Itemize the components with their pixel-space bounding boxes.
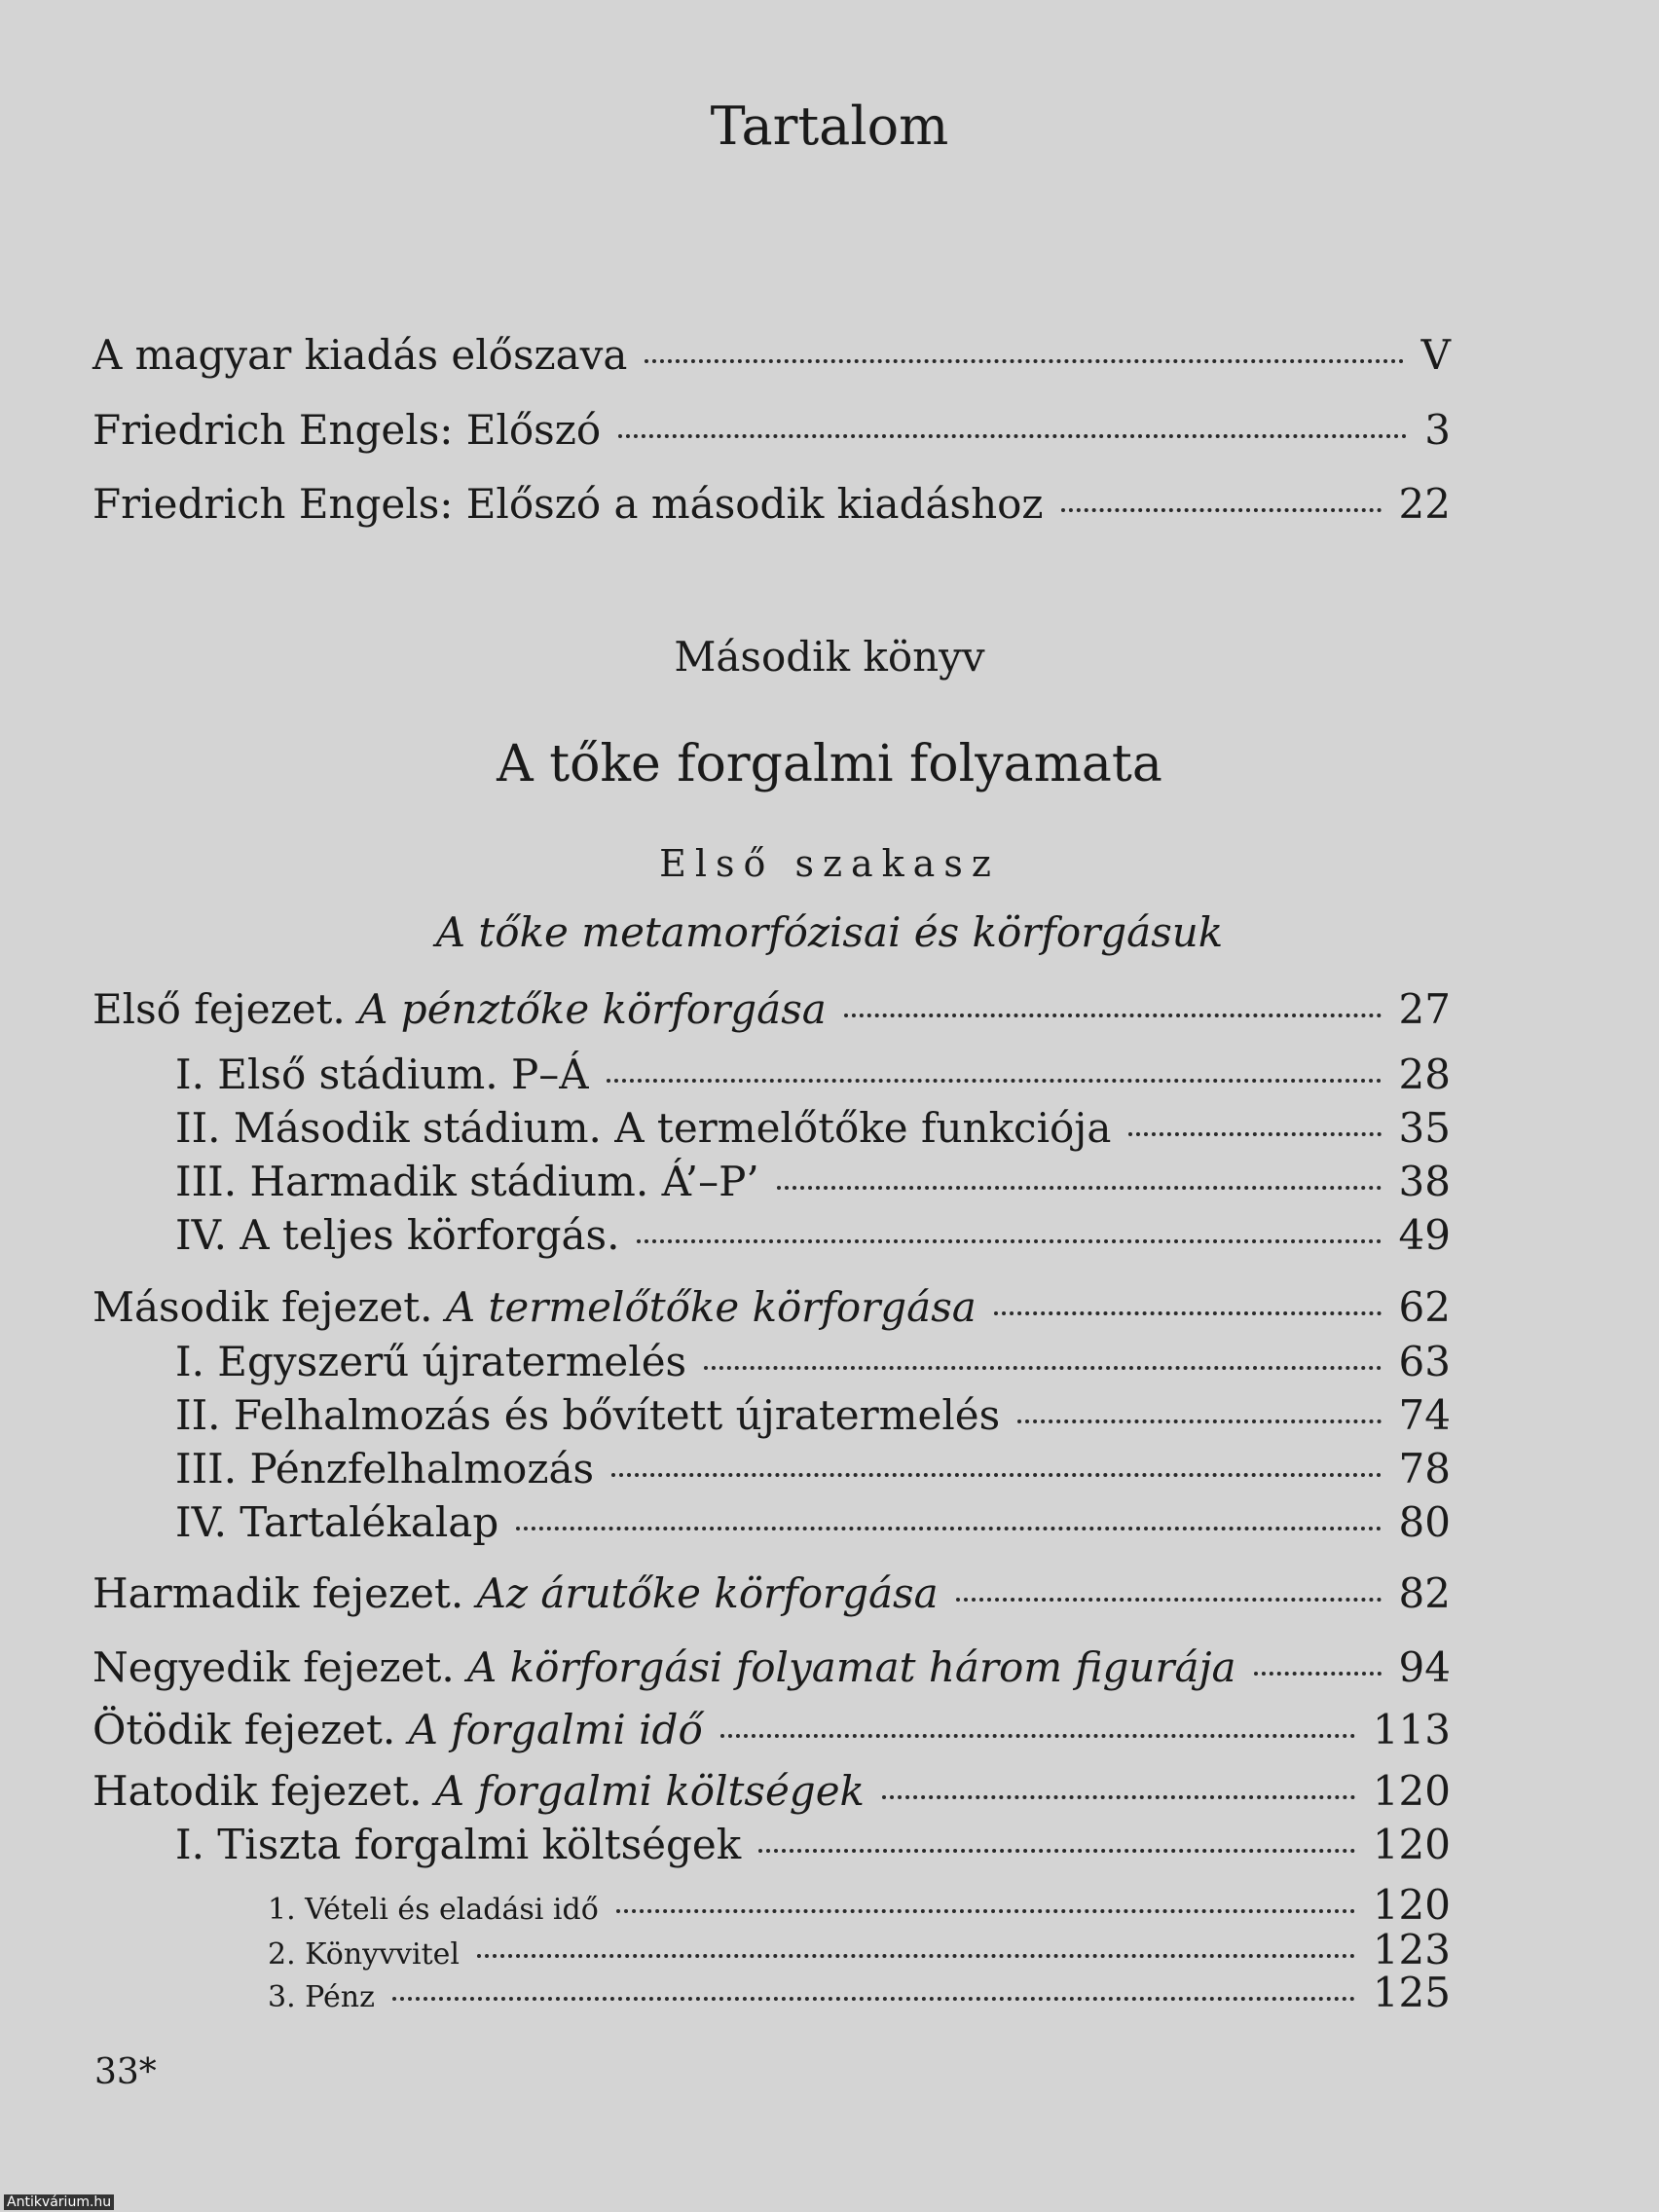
toc-entry-chapter bbox=[92, 1706, 1451, 1753]
toc-page-number: 120 bbox=[1372, 1767, 1451, 1815]
toc-page-number: 62 bbox=[1398, 1283, 1451, 1331]
leader-dots bbox=[637, 1239, 1381, 1243]
toc-entry-label: Második fejezet. A termelőtőke körforgása bbox=[92, 1283, 977, 1331]
toc-page-number: V bbox=[1420, 331, 1451, 379]
leader-dots bbox=[1061, 508, 1382, 512]
leader-dots bbox=[618, 434, 1407, 438]
toc-entry-subsection bbox=[175, 1104, 1451, 1152]
leader-dots bbox=[844, 1014, 1382, 1017]
toc-page-number: 120 bbox=[1372, 1881, 1451, 1929]
toc-entry-subsection bbox=[175, 1821, 1451, 1868]
book-label: Második könyv bbox=[674, 633, 985, 681]
toc-entry-label: III. Harmadik stádium. Á’–P’ bbox=[175, 1158, 759, 1205]
leader-dots bbox=[1128, 1132, 1381, 1136]
toc-page-number: 27 bbox=[1398, 985, 1451, 1033]
toc-entry-subsection bbox=[175, 1338, 1451, 1385]
leader-dots bbox=[994, 1311, 1382, 1315]
toc-page-number: 82 bbox=[1398, 1569, 1451, 1617]
toc-entry-front bbox=[92, 331, 1451, 379]
leader-dots bbox=[956, 1598, 1382, 1602]
toc-entry-label: IV. A teljes körforgás. bbox=[175, 1211, 620, 1259]
leader-dots bbox=[607, 1079, 1382, 1083]
toc-entry-label: I. Egyszerű újratermelés bbox=[175, 1338, 687, 1385]
part-title: A tőke forgalmi folyamata bbox=[497, 735, 1162, 793]
toc-entry-chapter bbox=[92, 1643, 1451, 1691]
toc-page-number: 94 bbox=[1398, 1643, 1451, 1691]
toc-entry-label: III. Pénzfelhalmozás bbox=[175, 1445, 595, 1493]
toc-entry-label: Hatodik fejezet. A forgalmi költségek bbox=[92, 1767, 866, 1815]
signature-mark: 33* bbox=[94, 2052, 157, 2092]
toc-entry-chapter bbox=[92, 1767, 1451, 1815]
toc-entry-label: Friedrich Engels: Előszó bbox=[92, 406, 602, 454]
toc-entry-label: I. Első stádium. P–Á bbox=[175, 1051, 589, 1098]
toc-entry-label: 3. Pénz bbox=[268, 1980, 375, 2014]
toc-entry-front bbox=[92, 480, 1451, 528]
toc-entry-subsection bbox=[175, 1211, 1451, 1259]
toc-entry-chapter bbox=[92, 1569, 1451, 1617]
section-label: Első szakasz bbox=[659, 842, 1000, 885]
toc-page-number: 78 bbox=[1398, 1445, 1451, 1493]
page-title: Tartalom bbox=[710, 95, 949, 157]
leader-dots bbox=[392, 1997, 1355, 2001]
toc-page-number: 38 bbox=[1398, 1158, 1451, 1205]
toc-entry-label: II. Felhalmozás és bővített újratermelés bbox=[175, 1391, 1001, 1439]
toc-entry-label: IV. Tartalékalap bbox=[175, 1498, 499, 1546]
toc-page-number: 28 bbox=[1398, 1051, 1451, 1098]
toc-entry-label: 1. Vételi és eladási idő bbox=[268, 1893, 599, 1927]
toc-page-number: 113 bbox=[1372, 1706, 1451, 1753]
toc-entry-chapter bbox=[92, 1283, 1451, 1331]
toc-entry-subsection bbox=[175, 1498, 1451, 1546]
toc-page-number: 74 bbox=[1398, 1391, 1451, 1439]
toc-page-number: 63 bbox=[1398, 1338, 1451, 1385]
toc-page-number: 22 bbox=[1398, 480, 1451, 528]
toc-entry-chapter bbox=[92, 985, 1451, 1033]
toc-entry-label: 2. Könyvvitel bbox=[268, 1937, 460, 1972]
leader-dots bbox=[882, 1795, 1355, 1799]
toc-entry-label: Harmadik fejezet. Az árutőke körforgása bbox=[92, 1569, 939, 1617]
toc-page-number: 125 bbox=[1372, 1969, 1451, 2016]
leader-dots bbox=[758, 1849, 1355, 1853]
toc-page-number: 123 bbox=[1372, 1926, 1451, 1973]
toc-entry-subsection bbox=[175, 1158, 1451, 1205]
toc-entry-label: A magyar kiadás előszava bbox=[92, 331, 628, 379]
toc-page-number: 35 bbox=[1398, 1104, 1451, 1152]
toc-entry-label: II. Második stádium. A termelőtőke funkciója bbox=[175, 1104, 1112, 1152]
leader-dots bbox=[611, 1473, 1381, 1477]
leader-dots bbox=[616, 1909, 1355, 1913]
leader-dots bbox=[1017, 1419, 1381, 1423]
leader-dots bbox=[720, 1734, 1355, 1738]
leader-dots bbox=[477, 1954, 1355, 1958]
toc-entry-item bbox=[268, 1969, 1451, 2016]
section-title: A tőke metamorfózisai és körforgásuk bbox=[435, 908, 1224, 956]
toc-entry-label: I. Tiszta forgalmi költségek bbox=[175, 1821, 742, 1868]
leader-dots bbox=[645, 359, 1403, 363]
toc-page-number: 80 bbox=[1398, 1498, 1451, 1546]
toc-entry-item bbox=[268, 1881, 1451, 1929]
toc-entry-item bbox=[268, 1926, 1451, 1973]
leader-dots bbox=[704, 1366, 1381, 1370]
toc-entry-label: Negyedik fejezet. A körforgási folyamat három figurája bbox=[92, 1643, 1236, 1691]
toc-page-number: 120 bbox=[1372, 1821, 1451, 1868]
toc-page-number: 3 bbox=[1424, 406, 1451, 454]
toc-entry-front bbox=[92, 406, 1451, 454]
toc-page-number: 49 bbox=[1398, 1211, 1451, 1259]
toc-entry-label: Ötödik fejezet. A forgalmi idő bbox=[92, 1706, 703, 1753]
toc-entry-subsection bbox=[175, 1391, 1451, 1439]
leader-dots bbox=[777, 1186, 1382, 1190]
toc-entry-subsection bbox=[175, 1051, 1451, 1098]
leader-dots bbox=[1254, 1672, 1382, 1676]
toc-entry-subsection bbox=[175, 1445, 1451, 1493]
watermark: Antikvárium.hu bbox=[4, 2194, 114, 2210]
toc-entry-label: Első fejezet. A pénztőke körforgása bbox=[92, 985, 827, 1033]
toc-entry-label: Friedrich Engels: Előszó a második kiadáshoz bbox=[92, 480, 1044, 528]
leader-dots bbox=[516, 1527, 1381, 1530]
